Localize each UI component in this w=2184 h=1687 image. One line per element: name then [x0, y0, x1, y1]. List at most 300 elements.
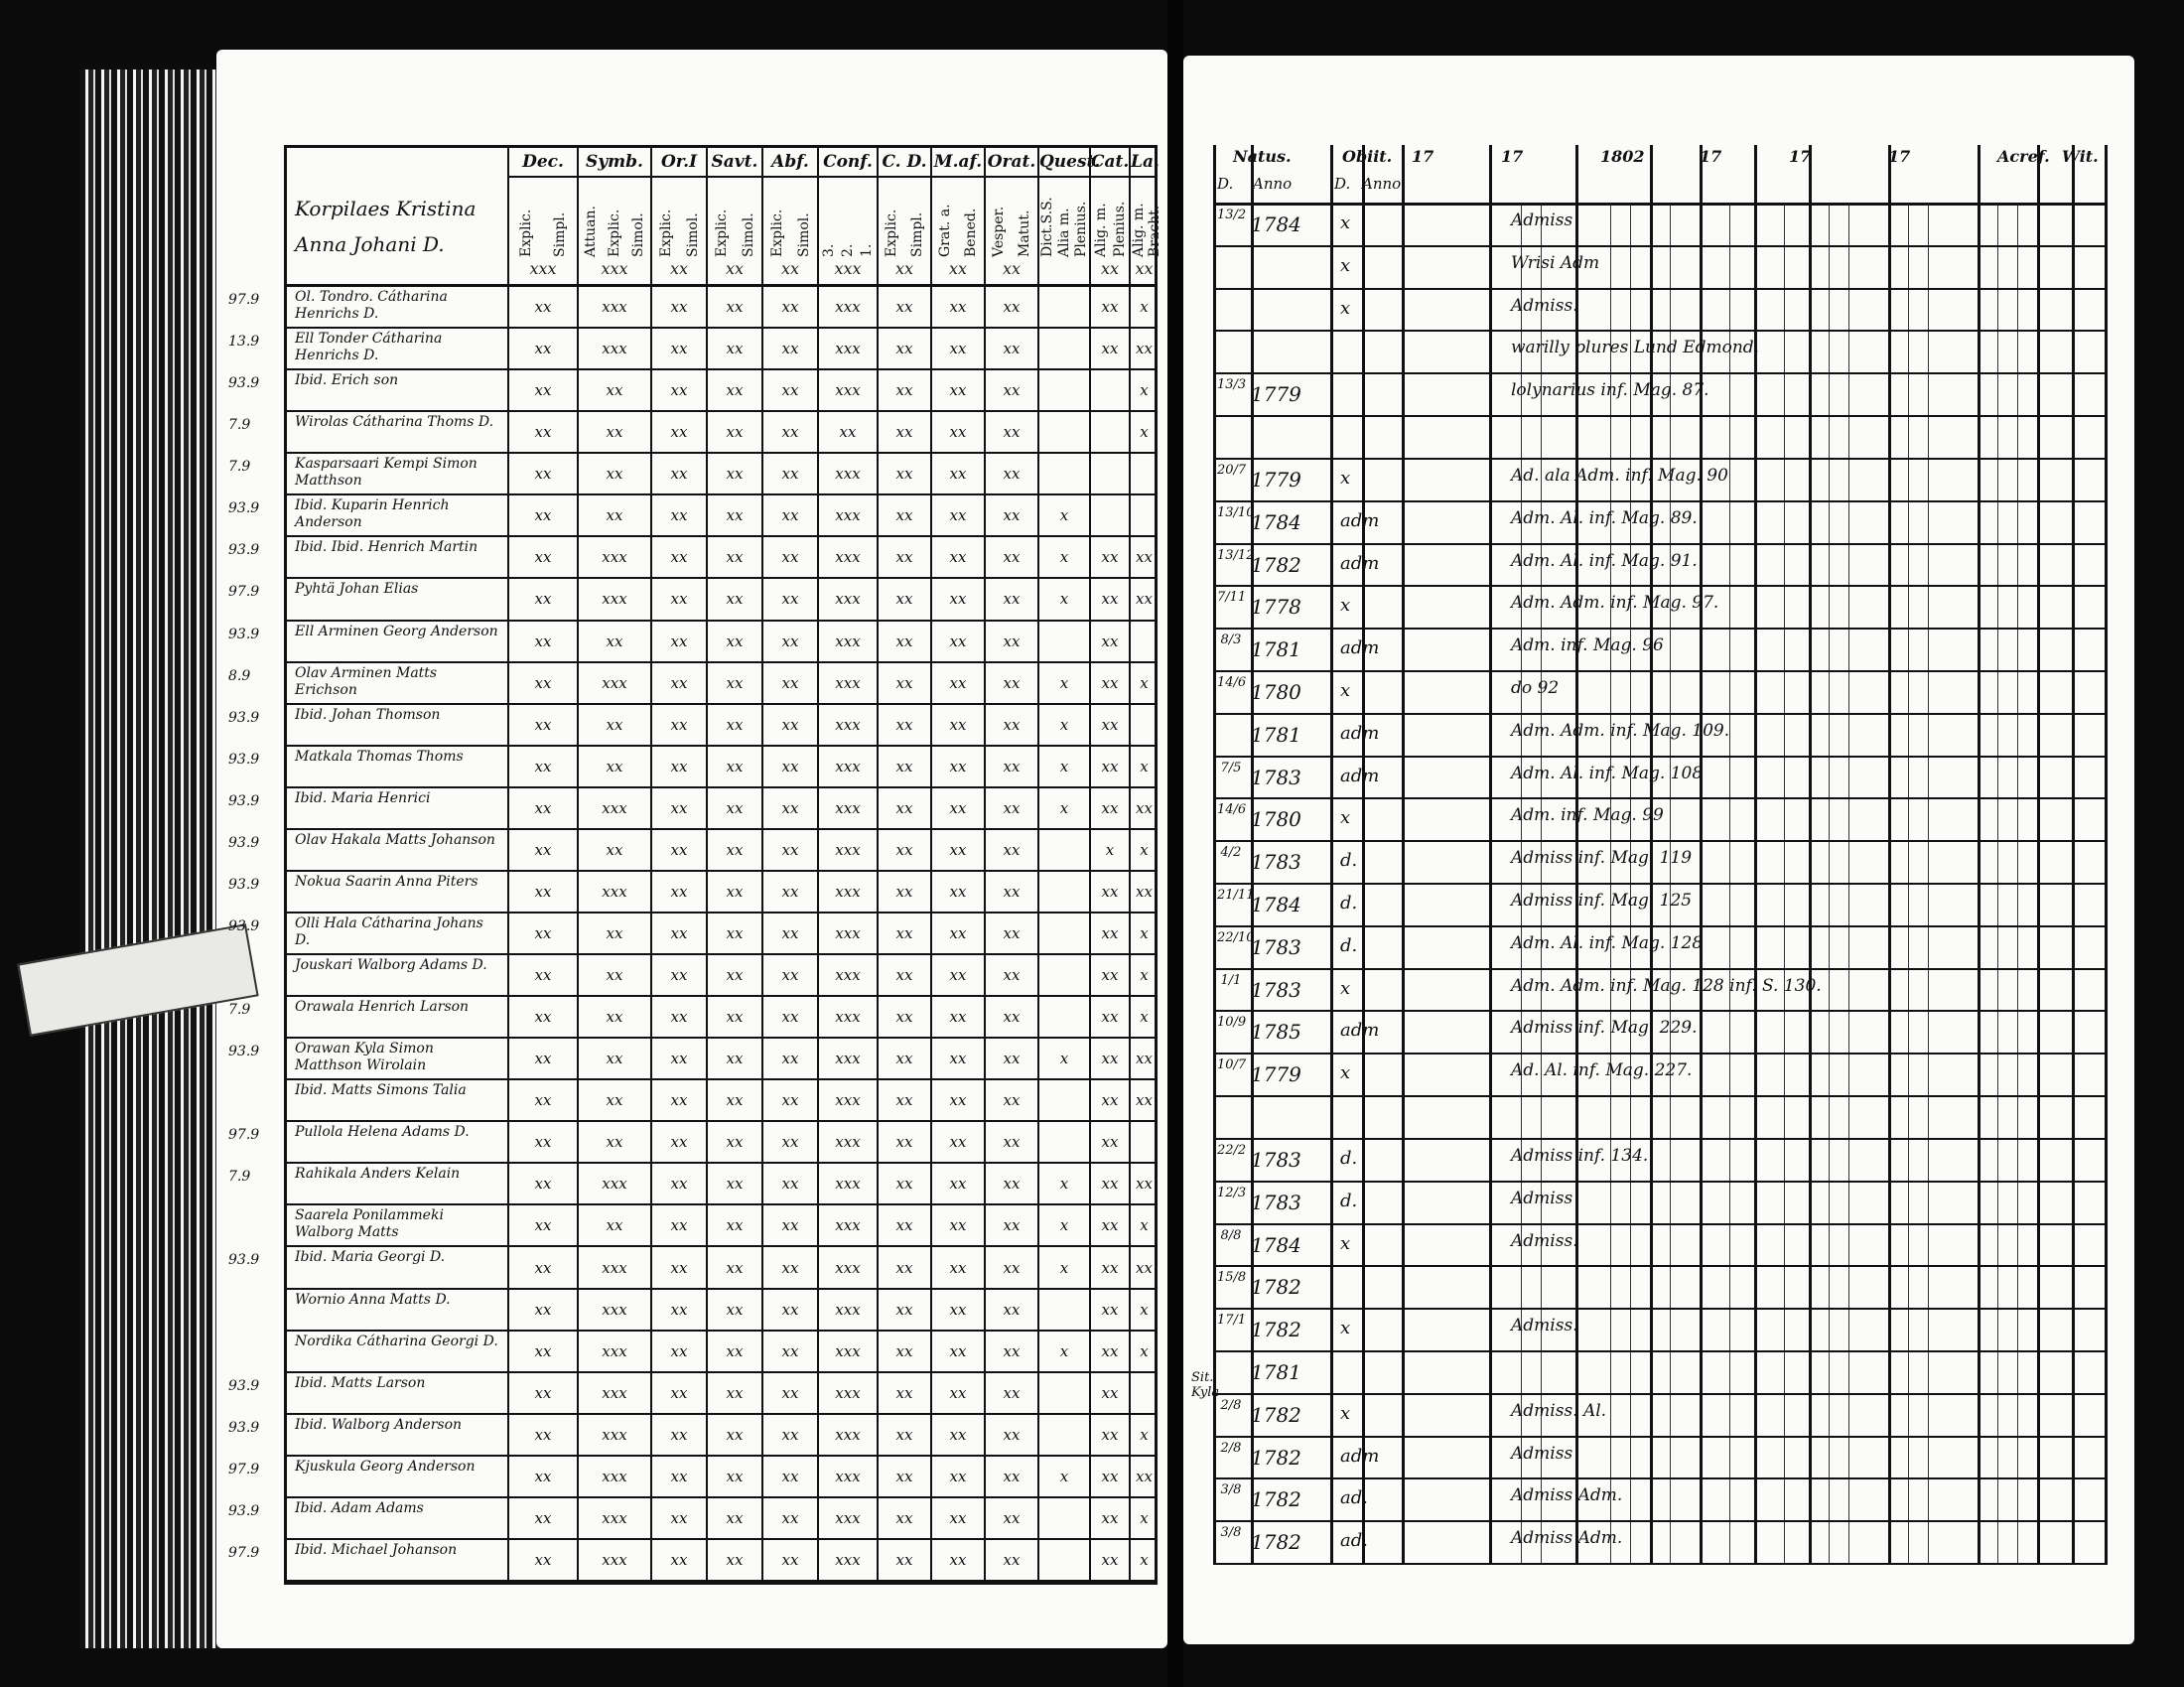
column-header-11 [1129, 148, 1162, 287]
person-name: Orawan Kyla Simon Matthson Wirolain [295, 1041, 434, 1074]
register-row [1213, 417, 2107, 460]
grade-cell: x [1037, 747, 1089, 786]
grade-cell: x [1037, 537, 1089, 577]
birth-year: 1784 [1251, 509, 1301, 534]
grade-cell: xx [507, 1457, 577, 1496]
margin-number: 93.9 [228, 917, 260, 934]
table-row [287, 495, 1155, 537]
grade-cell: xx [577, 997, 650, 1037]
margin-number: 93.9 [228, 1502, 260, 1519]
birth-year: 1782 [1251, 552, 1301, 577]
grade-cell: xx [984, 1205, 1037, 1245]
column-header-7 [930, 148, 984, 287]
register-subheader: D. [1334, 175, 1351, 193]
grade-cell: xx [984, 412, 1037, 452]
column-subtitle: Alig. m. [1092, 203, 1109, 257]
grade-cell: xx [984, 287, 1037, 327]
column-mark [1039, 259, 1089, 285]
grade-cell: xx [930, 1122, 984, 1162]
grade-cell: xx [984, 788, 1037, 828]
grade-cell: xx [761, 1373, 817, 1413]
grade-cell: xx [930, 1332, 984, 1371]
grade-cell: xx [706, 329, 761, 368]
grade-cell: xxx [817, 537, 877, 577]
person-name: Saarela Ponilammeki Walborg Matts [295, 1207, 444, 1241]
grade-cell: xx [577, 495, 650, 535]
register-note: Adm. Al. inf. Mag. 89. [1511, 507, 1698, 528]
register-note: Admiss inf. 134. [1511, 1145, 1649, 1166]
column-subtitle: Explic. [657, 209, 674, 257]
column-title: Symb. [579, 148, 650, 178]
birth-date: 2/8 [1220, 1397, 1242, 1413]
grade-cell: xx [984, 1373, 1037, 1413]
grade-cell: xxx [817, 579, 877, 619]
grade-cell: xx [1089, 1164, 1129, 1203]
grade-cell: xx [1089, 955, 1129, 995]
grade-cell: xx [1089, 537, 1129, 577]
grade-cell: xx [1129, 788, 1158, 828]
grade-cell [1037, 622, 1089, 661]
table-row [287, 747, 1155, 788]
grade-cell: xx [650, 663, 706, 703]
grade-cell: xx [930, 1540, 984, 1580]
table-row [287, 1164, 1155, 1205]
grade-cell: xx [650, 1540, 706, 1580]
margin-number: 7.9 [228, 1169, 251, 1186]
grade-cell: xx [930, 1039, 984, 1078]
grade-cell: xxx [817, 1080, 877, 1120]
margin-number: 7.9 [228, 459, 251, 476]
grade-cell: xx [706, 914, 761, 953]
register-note: lolynarius inf. Mag. 87. [1511, 380, 1709, 401]
birth-year: 1782 [1251, 1445, 1301, 1470]
grade-cell: xx [877, 1205, 930, 1245]
person-name: Matkala Thomas Thoms [295, 748, 464, 765]
column-header-10 [1089, 148, 1129, 287]
grade-cell: xx [877, 370, 930, 410]
column-subtitles [879, 180, 930, 257]
birth-year: 1781 [1251, 722, 1301, 747]
register-row [1213, 842, 2107, 885]
grade-cell: xx [877, 1080, 930, 1120]
grade-cell: xxx [817, 705, 877, 745]
grade-cell: xx [930, 955, 984, 995]
table-row [287, 914, 1155, 955]
grade-cell: x [1129, 997, 1158, 1037]
death-mark: d. [1340, 850, 1358, 872]
grade-cell: xxx [817, 454, 877, 493]
register-row [1213, 799, 2107, 842]
column-subtitle: Alia m. [1055, 208, 1072, 257]
register-note: do 92 [1511, 677, 1560, 698]
column-title: Or.I [652, 148, 706, 178]
grade-cell: xxx [817, 788, 877, 828]
table-row [287, 412, 1155, 454]
grade-cell: xx [706, 1457, 761, 1496]
grade-cell: xx [706, 537, 761, 577]
grade-cell: xx [507, 622, 577, 661]
grade-cell: xxx [817, 1457, 877, 1496]
grade-cell: x [1129, 1540, 1158, 1580]
grade-cell: xx [877, 914, 930, 953]
grade-cell: x [1037, 1332, 1089, 1371]
margin-number: 97.9 [228, 1461, 260, 1477]
grade-cell: xx [1089, 1039, 1129, 1078]
grade-cell: xx [930, 412, 984, 452]
grade-cell: xxx [817, 287, 877, 327]
column-subtitle: Plenius. [1072, 201, 1089, 257]
table-row [287, 1290, 1155, 1332]
grade-cell: xx [507, 747, 577, 786]
table-row [287, 997, 1155, 1039]
person-name: Ell Arminen Georg Anderson [295, 623, 498, 639]
grade-cell: xx [984, 370, 1037, 410]
grade-cell: xx [706, 997, 761, 1037]
grade-cell: xx [877, 1122, 930, 1162]
grade-cell: xx [761, 622, 817, 661]
grade-cell: xx [877, 830, 930, 870]
grade-cell: xx [650, 705, 706, 745]
grade-cell: xx [650, 1498, 706, 1538]
register-note: Adm. inf. Mag. 96 [1511, 635, 1664, 656]
grade-cell: xx [761, 997, 817, 1037]
register-row [1213, 1479, 2107, 1522]
death-mark: adm [1340, 1445, 1380, 1467]
column-subtitles [509, 180, 577, 257]
grade-cell: xx [507, 830, 577, 870]
grade-cell: xx [577, 747, 650, 786]
person-name: Ibid. Walborg Anderson [295, 1416, 463, 1433]
death-mark: x [1340, 1062, 1351, 1084]
grade-cell: xx [1129, 329, 1158, 368]
margin-number: 93.9 [228, 500, 260, 517]
death-mark: adm [1340, 765, 1380, 786]
grade-cell: xx [930, 1498, 984, 1538]
grade-cell: xx [650, 287, 706, 327]
birth-year: 1784 [1251, 212, 1301, 236]
birth-death-register-table [1213, 145, 2107, 1565]
column-subtitle: Simpl. [552, 211, 568, 257]
death-mark: ad. [1340, 1530, 1368, 1552]
heading-line-1: Korpilaes Kristina [295, 197, 477, 220]
heading-name [295, 196, 493, 257]
grade-cell: xxx [817, 1039, 877, 1078]
column-subtitle: Dict.S.S. [1039, 197, 1056, 257]
death-mark: adm [1340, 1020, 1380, 1042]
death-mark: x [1340, 595, 1351, 617]
table-row [287, 579, 1155, 621]
grade-cell: xxx [577, 1373, 650, 1413]
register-row [1213, 1012, 2107, 1054]
grade-cell: xx [984, 1457, 1037, 1496]
grade-cell: x [1037, 1247, 1089, 1287]
birth-date: 12/3 [1217, 1185, 1247, 1200]
register-row [1213, 927, 2107, 970]
grade-cell: xxx [817, 1247, 877, 1287]
grade-cell: xx [984, 872, 1037, 912]
birth-date: 3/8 [1220, 1482, 1242, 1498]
grade-cell: xx [877, 1373, 930, 1413]
grade-cell: xxx [577, 537, 650, 577]
grade-cell: xx [706, 495, 761, 535]
book-gutter [1167, 0, 1183, 1687]
register-note: Admiss inf. Mag. 119 [1511, 848, 1693, 869]
grade-cell: x [1129, 830, 1158, 870]
grade-cell: xx [877, 788, 930, 828]
grade-cell: x [1129, 1498, 1158, 1538]
column-subtitle: Simol. [795, 212, 812, 257]
grade-cell: xx [1089, 622, 1129, 661]
person-name: Kasparsaari Kempi Simon Matthson [295, 456, 478, 490]
grade-cell [1037, 329, 1089, 368]
person-name: Ibid. Matts Larson [295, 1374, 426, 1391]
column-title: C. D. [879, 148, 930, 178]
grade-cell: xx [650, 370, 706, 410]
grade-cell: xx [761, 1290, 817, 1330]
column-mark: xx [948, 259, 968, 278]
grade-cell: xx [650, 622, 706, 661]
register-header-9: Wit. [2062, 147, 2099, 166]
grade-cell: xx [984, 1039, 1037, 1078]
birth-year: 1783 [1251, 765, 1301, 789]
death-mark: adm [1340, 637, 1380, 659]
person-name: Ol. Tondro. Cátharina Henrichs D. [295, 289, 448, 322]
grade-cell: xxx [817, 747, 877, 786]
grade-cell: xx [706, 1373, 761, 1413]
grade-cell: xx [507, 788, 577, 828]
grade-cell: xx [507, 370, 577, 410]
register-row [1213, 1395, 2107, 1438]
grade-cell: xx [1089, 1290, 1129, 1330]
death-mark: x [1340, 1232, 1351, 1254]
column-subtitle: Plenius. [1111, 201, 1128, 257]
grade-cell: xx [761, 537, 817, 577]
birth-date: 21/11 [1217, 888, 1255, 903]
grade-cell: xx [877, 1164, 930, 1203]
register-header-6: 17 [1789, 147, 1812, 166]
grade-cell: x [1129, 370, 1158, 410]
column-mark: xx [780, 259, 800, 278]
column-mark: xx [894, 259, 914, 278]
grade-cell: xx [761, 412, 817, 452]
margin-number: 93.9 [228, 792, 260, 809]
table-row [287, 1247, 1155, 1289]
register-note: Adm. Al. inf. Mag. 108 [1511, 763, 1704, 783]
person-name: Ibid. Matts Simons Talia [295, 1082, 467, 1099]
person-name: Ibid. Maria Henrici [295, 789, 431, 806]
grade-cell [1089, 370, 1129, 410]
column-mark: xx [1135, 259, 1154, 278]
grade-cell: xx [650, 914, 706, 953]
grade-cell: x [1037, 1164, 1089, 1203]
register-note: Admiss inf. Mag. 229. [1511, 1018, 1698, 1039]
grade-cell: xx [650, 872, 706, 912]
grade-cell: xx [1089, 329, 1129, 368]
margin-number: 93.9 [228, 709, 260, 726]
grade-cell: xx [706, 412, 761, 452]
grade-cell: xx [507, 1332, 577, 1371]
column-subtitle: 3. [820, 243, 837, 257]
birth-year: 1783 [1251, 1190, 1301, 1214]
column-subtitles [652, 180, 706, 257]
column-subtitle: Explic. [713, 209, 730, 257]
column-subtitles [579, 180, 650, 257]
grade-cell: xxx [817, 1540, 877, 1580]
grade-cell: xx [577, 955, 650, 995]
grade-cell: xx [877, 997, 930, 1037]
grade-cell [1129, 705, 1158, 745]
grade-cell: xx [507, 495, 577, 535]
column-subtitle: Explic. [884, 209, 899, 257]
grade-cell: x [1129, 1332, 1158, 1371]
grade-cell: xx [650, 830, 706, 870]
grade-cell: xxx [577, 1247, 650, 1287]
column-title: Dec. [509, 148, 577, 178]
grade-cell: xx [1129, 537, 1158, 577]
birth-date: 15/8 [1217, 1270, 1247, 1286]
person-name: Rahikala Anders Kelain [295, 1166, 461, 1183]
grade-cell: xxx [817, 370, 877, 410]
birth-year: 1782 [1251, 1318, 1301, 1342]
column-subtitle: Explic. [518, 209, 534, 257]
grade-cell: x [1129, 412, 1158, 452]
register-row [1213, 1054, 2107, 1097]
column-header-5 [817, 148, 877, 287]
death-mark: d. [1340, 934, 1358, 956]
register-header-0: Natus. [1233, 147, 1292, 166]
grade-cell: x [1037, 495, 1089, 535]
column-subtitle: Attuan. [583, 206, 599, 257]
column-mark: xxx [834, 259, 862, 278]
register-row [1213, 587, 2107, 630]
column-mark: xx [725, 259, 745, 278]
birth-date: 2/8 [1220, 1440, 1242, 1456]
grade-cell: xx [984, 579, 1037, 619]
column-subtitle: Bracht. [1147, 205, 1162, 257]
grade-cell: xx [877, 454, 930, 493]
grade-cell: xx [706, 287, 761, 327]
death-mark: x [1340, 254, 1351, 276]
column-title: Conf. [819, 148, 877, 178]
grade-cell: xx [761, 663, 817, 703]
grade-cell: x [1129, 1415, 1158, 1455]
grade-cell: xx [650, 788, 706, 828]
person-name: Wornio Anna Matts D. [295, 1291, 451, 1308]
register-row [1213, 1183, 2107, 1225]
grade-cell: xx [761, 1205, 817, 1245]
grade-cell: xx [706, 1122, 761, 1162]
margin-number: 93.9 [228, 834, 260, 851]
register-note: Admiss. [1511, 1316, 1578, 1336]
grade-cell: xx [577, 830, 650, 870]
table-row [287, 955, 1155, 997]
grade-cell [1037, 287, 1089, 327]
table-row [287, 1332, 1155, 1373]
grade-cell: xx [706, 1290, 761, 1330]
margin-number: 93.9 [228, 1044, 260, 1060]
grade-cell: xx [930, 872, 984, 912]
grade-cell [1037, 1122, 1089, 1162]
grade-cell: xx [761, 914, 817, 953]
register-row [1213, 1438, 2107, 1480]
grade-cell: xx [507, 329, 577, 368]
grade-cell: xx [650, 1164, 706, 1203]
grade-cell: xxx [817, 1332, 877, 1371]
grade-cell: x [1037, 705, 1089, 745]
grade-cell: xx [761, 872, 817, 912]
grade-cell: xx [507, 287, 577, 327]
register-note: Wrisi Adm [1511, 252, 1600, 273]
grade-cell: xx [761, 495, 817, 535]
grade-cell: xx [706, 788, 761, 828]
grade-cell: xx [761, 747, 817, 786]
register-row [1213, 1352, 2107, 1395]
column-subtitle: Simol. [740, 212, 756, 257]
grade-cell: xx [507, 1122, 577, 1162]
book-spine [79, 70, 228, 1648]
grade-cell: xx [1089, 1540, 1129, 1580]
grade-cell: xxx [817, 1415, 877, 1455]
grade-cell: xxx [817, 1122, 877, 1162]
grade-cell: xx [984, 454, 1037, 493]
register-row [1213, 1522, 2107, 1565]
grade-cell: xx [507, 1080, 577, 1120]
grade-cell: xx [984, 495, 1037, 535]
register-note: Admiss. [1511, 295, 1578, 316]
person-name: Ibid. Maria Georgi D. [295, 1249, 446, 1266]
grade-cell: x [1129, 955, 1158, 995]
person-name: Pyhtä Johan Elias [295, 581, 419, 598]
birth-date: 10/9 [1217, 1015, 1247, 1031]
grade-cell: xxx [817, 495, 877, 535]
grade-cell: xx [877, 705, 930, 745]
grade-cell: xx [1089, 1332, 1129, 1371]
grade-cell [1089, 412, 1129, 452]
column-header-3 [706, 148, 761, 287]
person-name: Ibid. Ibid. Henrich Martin [295, 539, 478, 556]
column-subtitles [708, 180, 761, 257]
grade-cell: xx [1089, 287, 1129, 327]
grade-cell: xx [761, 830, 817, 870]
table-row [287, 1122, 1155, 1164]
grade-cell: xx [877, 1457, 930, 1496]
birth-year: 1780 [1251, 679, 1301, 704]
grade-cell: xx [650, 1205, 706, 1245]
column-mark: xx [669, 259, 689, 278]
grade-cell [1037, 1373, 1089, 1413]
register-row [1213, 630, 2107, 672]
birth-date: 13/10 [1217, 504, 1255, 520]
grade-cell: xx [930, 579, 984, 619]
table-row [287, 454, 1155, 495]
grade-cell: xxx [817, 830, 877, 870]
register-note: Admiss Adm. [1511, 1485, 1623, 1506]
margin-number: 97.9 [228, 292, 260, 308]
margin-number: 93.9 [228, 1419, 260, 1436]
grade-cell: xxx [577, 287, 650, 327]
grade-cell: xxx [817, 622, 877, 661]
birth-year: 1782 [1251, 1487, 1301, 1512]
register-note: Admiss. Al. [1511, 1400, 1607, 1421]
grade-cell: xx [577, 705, 650, 745]
grade-cell: xx [706, 1205, 761, 1245]
death-mark: d. [1340, 1147, 1358, 1169]
grade-cell: xx [507, 705, 577, 745]
grade-cell: xx [1089, 1122, 1129, 1162]
grade-cell: xx [877, 1290, 930, 1330]
birth-year: 1779 [1251, 467, 1301, 492]
grade-cell: xx [577, 454, 650, 493]
